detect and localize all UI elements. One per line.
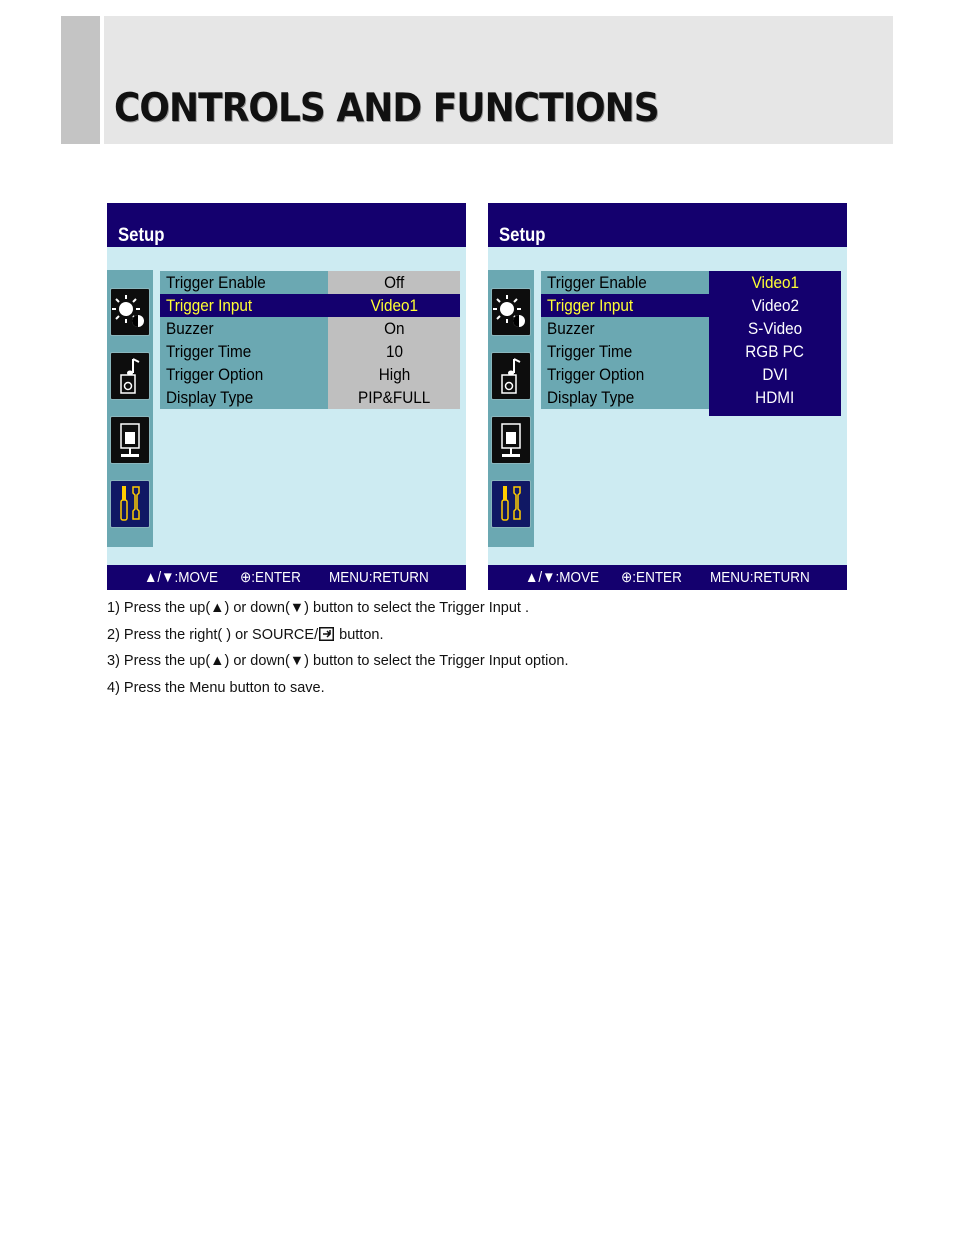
menu-row-buzzer[interactable] [160,317,460,340]
row-label: Trigger Input [547,296,634,315]
osd-title-bar [488,203,847,247]
dropdown-option-rgb-pc[interactable] [709,340,841,363]
menu-row-trigger-input[interactable] [160,294,460,317]
row-label: Trigger Enable [166,273,266,292]
osd-panel-right [488,203,847,590]
instruction-step-2 [107,625,569,652]
instruction-step-4: 4) Press the Menu button to save. [107,679,325,696]
osd-footer [107,565,466,590]
row-label: Display Type [547,388,635,407]
footer-return-hint: MENU:RETURN [329,569,429,586]
dropdown-option-video2[interactable] [709,294,841,317]
osd-title: Setup [499,225,546,246]
source-enter-icon [319,627,334,641]
option-label: Video2 [751,296,799,315]
osd-title-bar [107,203,466,247]
osd-icon-column [488,270,534,547]
row-value: High [378,365,410,384]
osd-footer [488,565,847,590]
row-label: Trigger Input [166,296,253,315]
row-label: Trigger Time [547,342,633,361]
step-2-text-end: button. [335,626,384,643]
dropdown-option-hdmi[interactable] [709,386,841,409]
row-label: Buzzer [166,319,214,338]
audio-note-icon[interactable] [491,352,531,400]
instruction-step-3: 3) Press the up(▲) or down(▼) button to select the Trigger Input option. [107,653,569,669]
menu-row-display-type[interactable] [160,386,460,409]
page-title: CONTROLS AND FUNCTIONS [114,86,659,131]
footer-enter-hint: ⊕:ENTER [621,569,682,586]
instruction-steps [107,598,569,704]
setup-tools-icon[interactable] [110,480,150,528]
step-2-text: 2) Press the right( ) or SOURCE/ [107,626,319,643]
option-label: Video1 [751,273,799,292]
pip-screen-icon[interactable] [491,416,531,464]
option-label: RGB PC [745,342,805,361]
row-value: Off [383,273,405,292]
osd-menu [541,271,841,409]
menu-row-trigger-option[interactable] [160,363,460,386]
header-side-tab [61,16,100,144]
footer-move-hint: ▲/▼:MOVE [525,569,599,586]
menu-row-trigger-enable[interactable] [160,271,460,294]
osd-title: Setup [118,225,165,246]
row-label: Trigger Enable [547,273,647,292]
osd-menu [160,271,460,409]
dropdown-option-s-video[interactable] [709,317,841,340]
footer-move-hint: ▲/▼:MOVE [144,569,218,586]
row-label: Trigger Time [166,342,252,361]
dropdown-option-dvi[interactable] [709,363,841,386]
row-label: Trigger Option [547,365,645,384]
row-value: 10 [385,342,403,361]
option-label: HDMI [755,388,795,407]
row-value: Video1 [370,296,418,315]
option-label: DVI [762,365,788,384]
row-label: Buzzer [547,319,595,338]
osd-panel-left [107,203,466,590]
row-label: Display Type [166,388,254,407]
footer-enter-hint: ⊕:ENTER [240,569,301,586]
instruction-step-1: 1) Press the up(▲) or down(▼) button to select the Trigger Input . [107,600,530,616]
pip-screen-icon[interactable] [110,416,150,464]
dropdown-option-video1[interactable] [709,271,841,294]
row-label: Trigger Option [166,365,264,384]
osd-icon-column [107,270,153,547]
row-value: PIP&FULL [357,388,431,407]
trigger-input-dropdown[interactable] [709,271,841,416]
picture-brightness-icon[interactable] [110,288,150,336]
row-value: On [383,319,405,338]
menu-row-trigger-time[interactable] [160,340,460,363]
setup-tools-icon[interactable] [491,480,531,528]
option-label: S-Video [747,319,803,338]
audio-note-icon[interactable] [110,352,150,400]
picture-brightness-icon[interactable] [491,288,531,336]
footer-return-hint: MENU:RETURN [710,569,810,586]
